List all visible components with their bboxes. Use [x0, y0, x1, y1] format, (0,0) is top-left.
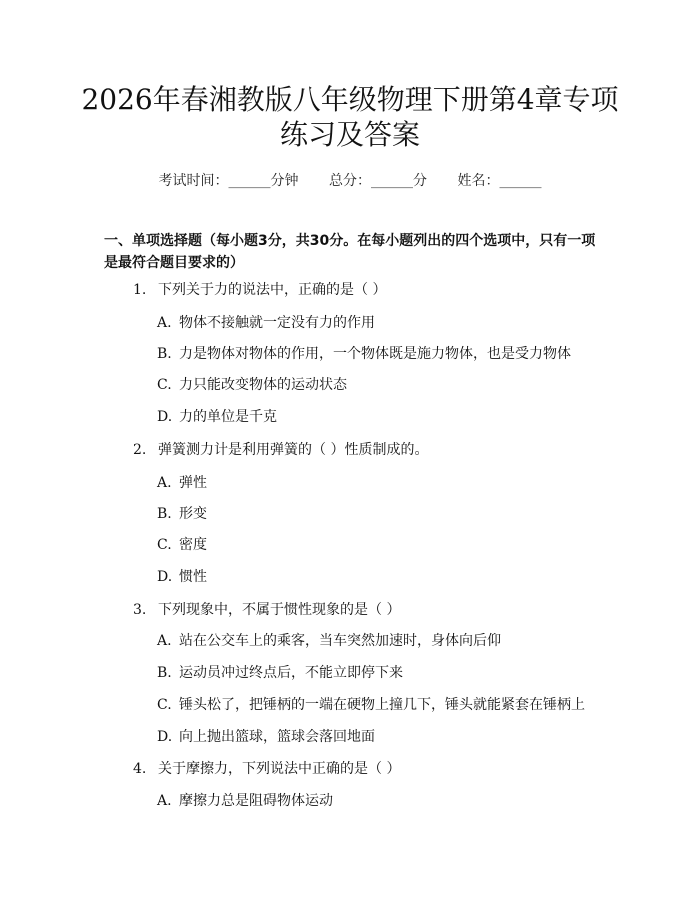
question-number: 2.	[133, 442, 147, 458]
option-item	[157, 634, 501, 648]
option-letter: A.	[157, 633, 172, 649]
option-letter: D.	[157, 409, 173, 425]
option-letter: A.	[157, 475, 172, 491]
total-score-field: 总分：______分	[329, 173, 427, 189]
option-item	[157, 316, 375, 330]
option-text: 运动员冲过终点后，不能立即停下来	[179, 665, 403, 681]
document-title-line-2: 练习及答案	[279, 118, 420, 151]
option-item	[157, 476, 207, 490]
option-letter: B.	[157, 346, 172, 362]
exam-time-field: 考试时间：______分钟	[158, 173, 299, 189]
option-item	[157, 410, 277, 424]
option-item	[157, 378, 347, 392]
student-name-field: 姓名：______	[457, 173, 542, 189]
option-item	[157, 794, 333, 808]
option-text: 锤头松了，把锤柄的一端在硬物上撞几下，锤头就能紧套在锤柄上	[179, 697, 585, 713]
question-text: 关于摩擦力，下列说法中正确的是（ ）	[158, 761, 401, 777]
option-item	[157, 666, 403, 680]
option-item	[157, 698, 585, 712]
option-text: 物体不接触就一定没有力的作用	[179, 315, 375, 331]
question-number: 4.	[133, 761, 147, 777]
question-number: 1.	[133, 282, 147, 298]
option-letter: D.	[157, 729, 173, 745]
option-letter: C.	[157, 377, 172, 393]
option-text: 惯性	[179, 569, 207, 585]
document-title-line-1: 2026年春湘教版八年级物理下册第4章专项	[81, 83, 619, 116]
option-letter: C.	[157, 697, 172, 713]
question-text: 弹簧测力计是利用弹簧的（ ）性质制成的。	[158, 442, 429, 458]
section-heading: 一、单项选择题（每小题3分，共30分。在每小题列出的四个选项中，只有一项是最符合题目要求的）	[104, 233, 596, 271]
option-letter: B.	[157, 665, 172, 681]
option-letter: A.	[157, 793, 172, 809]
exam-meta-row	[0, 170, 700, 190]
option-text: 力的单位是千克	[179, 409, 277, 425]
option-text: 力只能改变物体的运动状态	[179, 377, 347, 393]
option-item	[157, 730, 375, 744]
option-text: 力是物体对物体的作用，一个物体既是施力物体，也是受力物体	[179, 346, 571, 362]
option-letter: B.	[157, 506, 172, 522]
question-number: 3.	[133, 602, 147, 618]
question-text: 下列现象中，不属于惯性现象的是（ ）	[158, 602, 401, 618]
option-letter: A.	[157, 315, 172, 331]
option-text: 摩擦力总是阻碍物体运动	[179, 793, 333, 809]
option-item	[157, 507, 207, 521]
option-text: 站在公交车上的乘客，当车突然加速时，身体向后仰	[179, 633, 501, 649]
option-item	[157, 538, 207, 552]
option-letter: D.	[157, 569, 173, 585]
option-text: 形变	[179, 506, 207, 522]
option-item	[157, 347, 571, 361]
option-text: 向上抛出篮球，篮球会落回地面	[179, 729, 375, 745]
option-item	[157, 570, 207, 584]
option-text: 密度	[179, 537, 207, 553]
question-text: 下列关于力的说法中，正确的是（ ）	[158, 282, 387, 298]
option-letter: C.	[157, 537, 172, 553]
option-text: 弹性	[179, 475, 207, 491]
